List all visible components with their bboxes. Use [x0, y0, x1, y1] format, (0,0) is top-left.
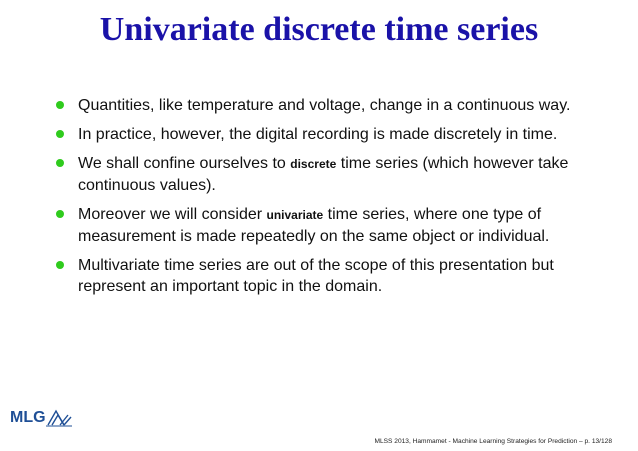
- mlg-logo-icon: [8, 403, 74, 431]
- bullet-icon: [56, 210, 64, 218]
- bullet-text: In practice, however, the digital recording is made discretely in time.: [78, 126, 558, 143]
- keyword-univariate: univariate: [266, 208, 324, 222]
- slide-title: Univariate discrete time series: [99, 11, 539, 48]
- keyword-discrete: discrete: [290, 157, 337, 171]
- bullet-text: Multivariate time series are out of the scope of this presentation but represent an important topic in the domain.: [78, 257, 554, 295]
- bullet-icon: [56, 130, 64, 138]
- bullet-list: [56, 95, 616, 305]
- bullet-item: [56, 153, 616, 196]
- bullet-item: [56, 124, 616, 145]
- bullet-text: Quantities, like temperature and voltage, change in a continuous way.: [78, 97, 571, 114]
- bullet-icon: [56, 159, 64, 167]
- bullet-icon: [56, 261, 64, 269]
- bullet-text-post: time series (which however take continuous values).: [78, 155, 569, 194]
- bullet-item: [56, 95, 616, 116]
- bullet-text-post: time series, where one type of measurement is made repeatedly on the same object or individual.: [78, 206, 550, 245]
- logo-text: MLG: [10, 409, 46, 426]
- bullet-item: [56, 255, 616, 297]
- bullet-text-pre: Moreover we will consider: [78, 206, 267, 223]
- slide-footer: MLSS 2013, Hammamet - Machine Learning Strategies for Prediction – p. 13/128: [374, 438, 612, 445]
- bullet-item: [56, 204, 616, 247]
- bullet-text-pre: We shall confine ourselves to: [78, 155, 291, 172]
- bullet-icon: [56, 101, 64, 109]
